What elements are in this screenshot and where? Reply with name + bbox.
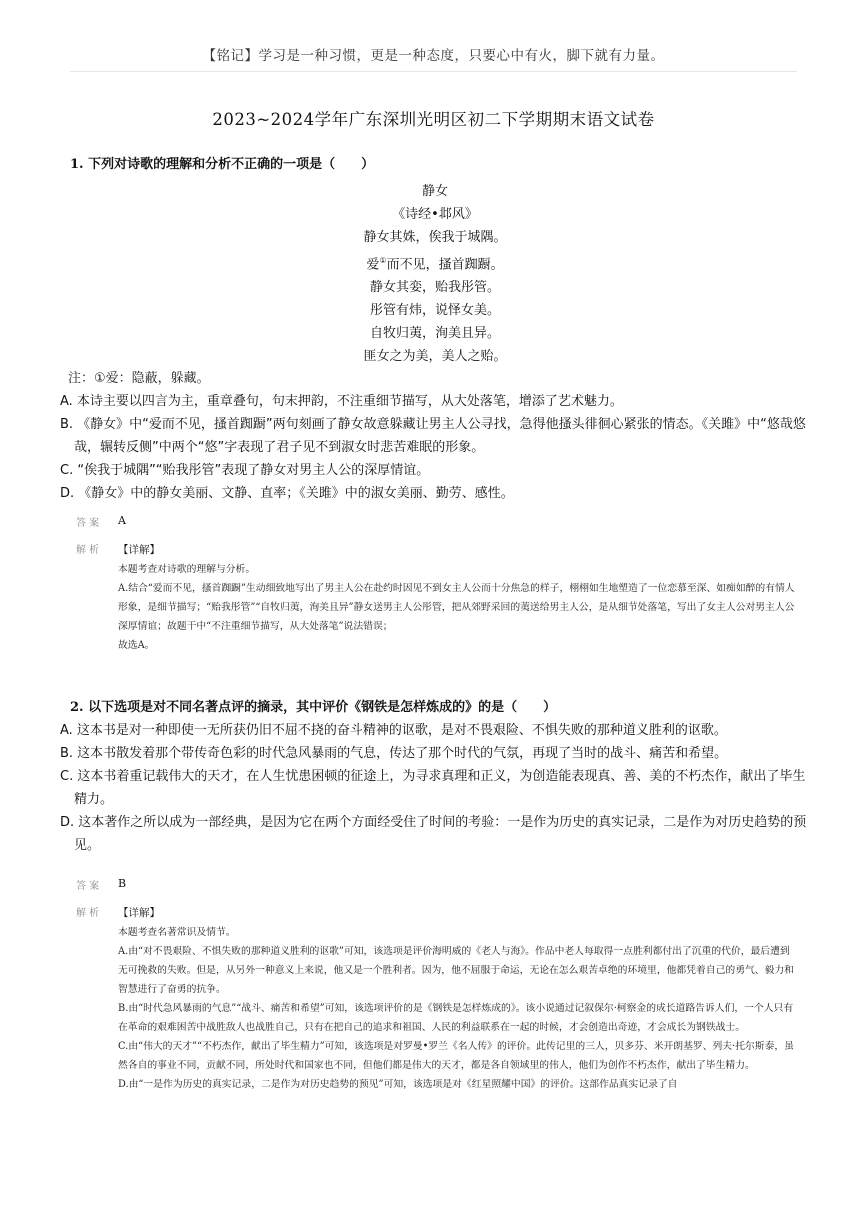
explanation-heading: 【详解】 <box>118 544 160 556</box>
exam-title: 2023~2024学年广东深圳光明区初二下学期期末语文试卷 <box>212 110 655 129</box>
question-stem: 2. 以下选项是对不同名著点评的摘录，其中评价《钢铁是怎样炼成的》的是（ ） <box>70 700 557 715</box>
explanation-body <box>118 904 796 1094</box>
answer-value: A <box>118 514 126 527</box>
option-d: D. 这本著作之所以成为一部经典，是因为它在两个方面经受住了时间的考验：一是作为历史的真实记录，二是作为对历史趋势的预见。 <box>60 815 807 853</box>
poem-line: 彤管有炜，说怿女美。 <box>369 303 500 319</box>
poem-text: 而不见，搔首踟蹰。 <box>386 257 504 273</box>
option-b: B. 这本书散发着那个带传奇色彩的时代急风暴雨的气息，传达了那个时代的气氛，再现了当时的战斗、痛苦和希望。 <box>60 746 728 761</box>
footnote-mark: ① <box>379 256 387 265</box>
explanation-line: A.由“对不畏艰险、不惧失败的那种道义胜利的讴歌”可知，该选项是评价海明威的《老人与海》。作品中老人每取得一点胜利都付出了沉重的代价，最后遭到无可挽救的失败。但是，从另外一种意义上来说，他又是一个胜利者。因为，他不屈服于命运，无论在怎么艰苦卓绝的环境里，他都凭着自己的勇气、毅力和智慧进行了奋勇的抗争。 <box>118 946 794 995</box>
explanation-line: C.由“伟大的天才”“不朽杰作，献出了毕生精力”可知，该选项是对罗曼•罗兰《名人传》的评价。此传记里的三人，贝多芬、米开朗基罗、列夫·托尔斯泰，虽然各自的事业不同，贡献不同，所处时代和国家也不同，但他们都是伟大的天才，都是各自领域里的伟人，他们为创作不朽杰作，献出了毕生精力。 <box>118 1041 794 1071</box>
option-a: A. 这本书是对一种即使一无所获仍旧不屈不挠的奋斗精神的讴歌，是对不畏艰险、不惧失败的那种道义胜利的讴歌。 <box>60 723 727 738</box>
explanation-line: A.结合“爱而不见，搔首踟蹰”生动细致地写出了男主人公在赴约时因见不到女主人公而十分焦急的样子，栩栩如生地塑造了一位恋慕至深、如痴如醉的有情人形象，是细节描写；“贻我彤管”“自牧归荑，洵美且异”静女送男主人公彤管，把从郊野采回的荑送给男主人公，是从细节处落笔，写出了女主人公对男主人公深厚情谊；故题干中“不注重细节描写，从大处落笔”说法错误； <box>118 583 795 632</box>
poem-line <box>60 249 810 276</box>
poem-line: 静女其姝，俟我于城隅。 <box>363 230 507 245</box>
option-b: B. 《静女》中“爱而不见，搔首踟蹰”两句刻画了静女故意躲藏让男主人公寻找，急得他搔头徘徊心紧张的情态。《关雎》中“悠哉悠哉，辗转反侧”中两个“悠”字表现了君子见不到淑女时悲苦难眠的形象。 <box>60 417 806 456</box>
motto-banner: 【铭记】学习是一种习惯，更是一种态度，只要心中有火，脚下就有力量。 <box>202 48 665 64</box>
question-1 <box>60 154 810 505</box>
answer-block-2 <box>76 877 796 1094</box>
answer-label: 答 案 <box>76 881 100 892</box>
poem <box>60 180 810 368</box>
option-a: A. 本诗主要以四言为主，重章叠句，句末押韵，不注重细节描写，从大处落笔，增添了艺术魅力。 <box>60 394 623 410</box>
explanation-line: B.由“时代急风暴雨的气息”“战斗、痛苦和希望”可知，该选项评价的是《钢铁是怎样炼成的》。该小说通过记叙保尔·柯察金的成长道路告诉人们，一个人只有在革命的艰难困苦中战胜敌人也战胜自己，只有在把自己的追求和祖国、人民的利益联系在一起的时候，才会创造出奇迹，才会成长为钢铁战士。 <box>118 1003 794 1033</box>
explanation-line: D.由“一是作为历史的真实记录，二是作为对历史趋势的预见”可知，该选项是对《红星照耀中国》的评价。这部作品真实记录了自 <box>118 1079 678 1090</box>
header-divider <box>70 71 797 72</box>
explanation-heading: 【详解】 <box>118 907 160 919</box>
poem-source: 《诗经•邶风》 <box>392 207 478 222</box>
option-c: C. 这本书着重记载伟大的天才，在人生忧患困顿的征途上，为寻求真理和正义，为创造能表现真、善、美的不朽杰作，献出了毕生精力。 <box>60 769 806 807</box>
explanation-line: 故选A。 <box>118 640 155 651</box>
answer-value: B <box>118 877 127 890</box>
explanation-body <box>118 541 796 655</box>
explanation-line: 本题考查对诗歌的理解与分析。 <box>118 564 256 575</box>
poem-title: 静女 <box>421 184 448 199</box>
explanation-label: 解 析 <box>76 545 100 556</box>
option-d: D. 《静女》中的静女美丽、文静、直率；《关雎》中的淑女美丽、勤劳、感性。 <box>60 486 514 502</box>
question-stem: 1. 下列对诗歌的理解和分析不正确的一项是（ ） <box>70 157 375 172</box>
poem-line: 静女其娈，贻我彤管。 <box>369 280 500 296</box>
poem-line: 匪女之为美，美人之贻。 <box>363 349 507 365</box>
question-2 <box>60 697 810 857</box>
poem-note: 注：①爱：隐蔽，躲藏。 <box>68 371 210 387</box>
answer-label: 答 案 <box>76 518 100 529</box>
poem-text: 爱 <box>366 257 380 273</box>
explanation-label: 解 析 <box>76 908 100 919</box>
explanation-line: 本题考查名著常识及情节。 <box>118 927 236 938</box>
poem-line: 自牧归荑，洵美且异。 <box>369 326 500 342</box>
option-c: C. “俟我于城隅”“贻我彤管”表现了静女对男主人公的深厚情谊。 <box>60 463 430 479</box>
answer-block-1 <box>76 514 796 655</box>
